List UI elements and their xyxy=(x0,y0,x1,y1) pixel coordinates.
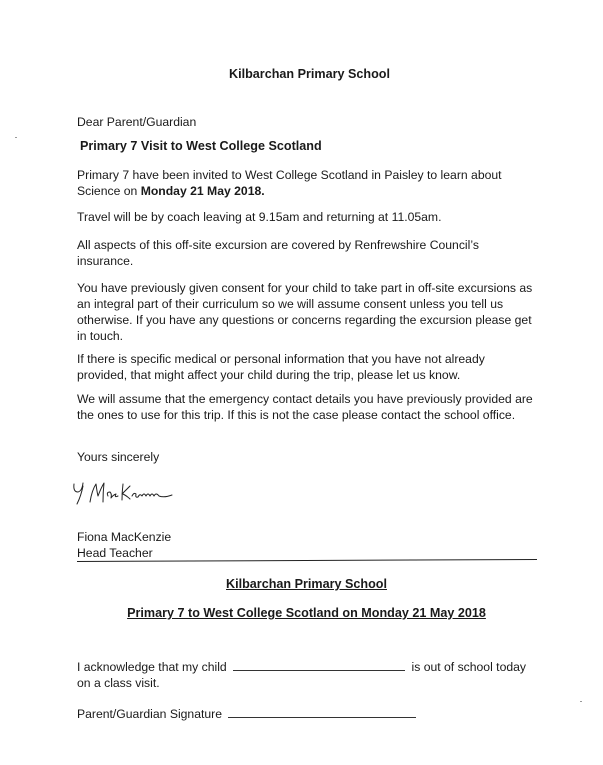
scan-speck xyxy=(580,701,582,702)
consent-line: You have previously given consent for your child to take part in off-site excursions as xyxy=(77,281,533,295)
handwritten-signature xyxy=(70,478,210,508)
travel-paragraph: Travel will be by coach leaving at 9.15am and returning at 11.05am. xyxy=(77,210,442,224)
consent-line: an integral part of their curriculum so we will assume consent unless you tell us xyxy=(77,297,504,311)
emergency-line: We will assume that the emergency contact details you have previously provided are xyxy=(77,392,533,406)
intro-line-1: Primary 7 have been invited to West College Scotland in Paisley to learn about xyxy=(77,168,502,182)
signatory-name: Fiona MacKenzie xyxy=(77,530,172,544)
signature-label: Parent/Guardian Signature xyxy=(77,707,222,721)
medical-line: provided, that might affect your child during the trip, please let us know. xyxy=(77,368,461,382)
insurance-paragraph xyxy=(77,237,479,269)
acknowledgement-line-1 xyxy=(77,658,526,675)
emergency-paragraph xyxy=(77,391,533,423)
insurance-line-2: insurance. xyxy=(77,254,134,268)
consent-line: otherwise. If you have any questions or concerns regarding the excursion please get xyxy=(77,313,532,327)
consent-line: in touch. xyxy=(77,329,124,343)
slip-heading: Primary 7 to West College Scotland on Monday 21 May 2018 xyxy=(127,606,486,620)
acknowledgement-line-2: on a class visit. xyxy=(77,676,160,690)
slip-school-name: Kilbarchan Primary School xyxy=(226,577,387,591)
scan-speck xyxy=(15,137,17,138)
child-name-field[interactable] xyxy=(233,658,405,671)
medical-line: If there is specific medical or personal information that you have not already xyxy=(77,352,485,366)
insurance-line-1: All aspects of this off-site excursion are covered by Renfrewshire Council’s xyxy=(77,238,479,252)
parent-signature-field[interactable] xyxy=(228,705,416,718)
closing: Yours sincerely xyxy=(77,450,160,464)
signature-row xyxy=(77,705,416,722)
signatory-title: Head Teacher xyxy=(77,546,153,560)
salutation: Dear Parent/Guardian xyxy=(77,115,197,129)
ack-prefix: I acknowledge that my child xyxy=(77,660,227,674)
intro-line-2-text: Science on xyxy=(77,184,141,198)
ack-suffix: is out of school today xyxy=(411,660,526,674)
emergency-line: the ones to use for this trip. If this is not the case please contact the school office. xyxy=(77,408,516,422)
acknowledgement xyxy=(77,658,526,691)
letter-subject: Primary 7 Visit to West College Scotland xyxy=(80,139,322,153)
intro-paragraph xyxy=(77,167,502,199)
trip-date: Monday 21 May 2018. xyxy=(140,184,265,198)
consent-paragraph xyxy=(77,280,532,344)
medical-paragraph xyxy=(77,351,485,383)
intro-line-2 xyxy=(77,183,502,199)
school-name-heading: Kilbarchan Primary School xyxy=(229,67,390,81)
